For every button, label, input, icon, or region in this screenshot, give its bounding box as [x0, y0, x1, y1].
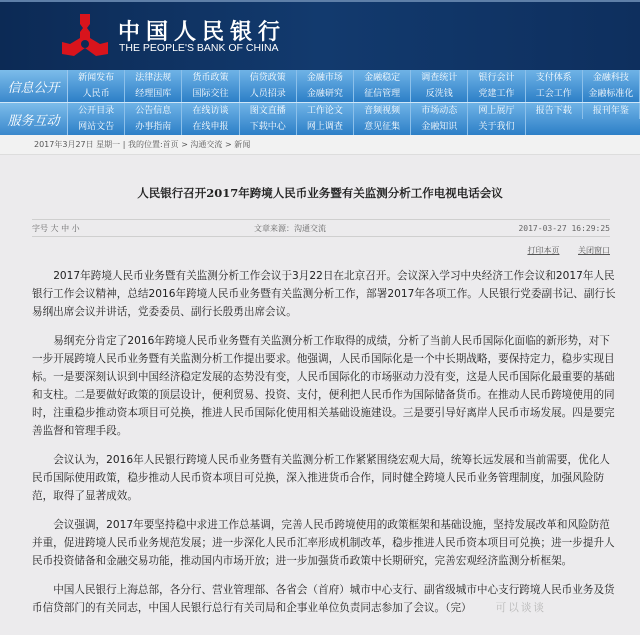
- article: [6, 156, 634, 635]
- nav-item[interactable]: 金融标准化: [583, 86, 640, 102]
- nav-item[interactable]: 人民币: [68, 86, 125, 102]
- nav-item[interactable]: 网上展厅: [468, 103, 525, 119]
- nav-group-label[interactable]: 信息公开: [0, 70, 68, 102]
- paragraph-text: 中国人民银行上海总部，各分行、营业管理部、各省会（首府）城市中心支行、副省级城市中心支行跨境人民币业务及货币信贷部门的有关同志，中国人民银行总行有关司局和企事业单位负责同志参加了会议。（完）: [32, 584, 615, 614]
- nav-item[interactable]: 党建工作: [468, 86, 525, 102]
- nav-item[interactable]: 网站文告: [68, 119, 125, 135]
- nav-group-label[interactable]: 服务互动: [0, 103, 68, 135]
- nav-item[interactable]: 报告下载: [526, 103, 583, 119]
- nav-item[interactable]: 新闻发布: [68, 70, 125, 86]
- nav-grid: [68, 70, 640, 102]
- nav-item[interactable]: 人员招录: [240, 86, 297, 102]
- nav-item[interactable]: 货币政策: [182, 70, 239, 86]
- article-source: 文章来源：沟通交流: [254, 224, 326, 233]
- nav-item[interactable]: 图文直播: [240, 103, 297, 119]
- brand-name-en: THE PEOPLE'S BANK OF CHINA: [119, 42, 279, 54]
- nav-item[interactable]: 反洗钱: [411, 86, 468, 102]
- paragraph: 会议强调，2017年要坚持稳中求进工作总基调，完善人民币跨境使用的政策框架和基础设施，坚持发展改革和风险防范并重，促进跨境人民币业务规范发展；进一步深化人民币汇率形成机制改革，稳步推进人民币资本项目可兑换；进一步提升人民币投资储备和金融交易功能，推动国内市场开放；进一步加强货币政策中长期研究，完善宏观经济监测分析框架。: [32, 519, 615, 567]
- watermark: 可以谈谈: [495, 602, 547, 614]
- nav-item[interactable]: 支付体系: [526, 70, 583, 86]
- nav-item[interactable]: 征信管理: [354, 86, 411, 102]
- nav-item[interactable]: 银行会计: [468, 70, 525, 86]
- article-meta: [32, 219, 610, 237]
- nav-item[interactable]: 意见征集: [354, 119, 411, 135]
- nav-item[interactable]: 下载中心: [240, 119, 297, 135]
- nav-item[interactable]: 金融研究: [297, 86, 354, 102]
- nav-item[interactable]: 金融科技: [583, 70, 640, 86]
- site-header: [0, 0, 640, 70]
- nav-item[interactable]: 信贷政策: [240, 70, 297, 86]
- nav-item[interactable]: 在线访谈: [182, 103, 239, 119]
- nav-item[interactable]: 金融市场: [297, 70, 354, 86]
- nav-item[interactable]: 办事指南: [125, 119, 182, 135]
- nav-item[interactable]: 在线申报: [182, 119, 239, 135]
- nav-item[interactable]: 关于我们: [468, 119, 525, 135]
- nav-item[interactable]: 市场动态: [411, 103, 468, 119]
- breadcrumb: 2017年3月27日 星期一 | 我的位置:首页 > 沟通交流 > 新闻: [0, 135, 640, 155]
- nav-item[interactable]: 法律法规: [125, 70, 182, 86]
- paragraph: 易纲充分肯定了2016年跨境人民币业务暨有关监测分析工作取得的成绩，分析了当前人民币国际化面临的新形势，对下一步开展跨境人民币业务暨有关监测分析工作提出要求。他强调，人民币国际化是一个中长期战略，要保持定力，稳步实现目标。一是要深刻认识到中国经济稳定发展的态势没有变，人民币国际化的市场驱动力没有变，这是人民币国际化最重要的基础和支柱。二是要做好政策的顶层设计，便利贸易、投资、支付，便利把人民币作为国际储备货币。在推动人民币跨境使用的同时，注重稳步推动资本项目可兑换，推进人民币国际化使用相关基础设施建设。三是要引导好离岸人民币市场发展。四是要完善监督和管理手段。: [32, 335, 615, 437]
- nav-item[interactable]: 金融知识: [411, 119, 468, 135]
- print-link[interactable]: 打印本页: [527, 246, 560, 255]
- nav-item[interactable]: 经理国库: [125, 86, 182, 102]
- article-body: [32, 267, 616, 628]
- nav-item[interactable]: 工会工作: [526, 86, 583, 102]
- brand-name-cn: 中国人民银行: [118, 19, 287, 45]
- font-size-selector[interactable]: 字号 大 中 小: [32, 224, 80, 233]
- nav-item[interactable]: 金融稳定: [354, 70, 411, 86]
- nav-group-service: [0, 103, 640, 135]
- nav-grid: [68, 103, 640, 135]
- nav-item[interactable]: 调查统计: [411, 70, 468, 86]
- close-window-link[interactable]: 关闭窗口: [578, 246, 610, 255]
- nav-item[interactable]: 工作论文: [297, 103, 354, 119]
- nav-item[interactable]: 国际交往: [182, 86, 239, 102]
- paragraph: 会议认为，2016年人民银行跨境人民币业务暨有关监测分析工作紧紧围绕宏观大局，统筹长远发展和当前需要，优化人民币国际使用政策，稳步推动人民币资本项目可兑换，深入推进货币合作，同时健全跨境人民币业务管理制度，加强风险防范，取得了显著成效。: [32, 454, 610, 502]
- nav-item[interactable]: 报刊年鉴: [583, 103, 640, 119]
- paragraph: [32, 581, 616, 617]
- nav-item[interactable]: 网上调查: [297, 119, 354, 135]
- nav-item[interactable]: 音频视频: [354, 103, 411, 119]
- pboc-logo-icon: [60, 12, 110, 58]
- main-nav: [0, 70, 640, 135]
- nav-item[interactable]: 公告信息: [125, 103, 182, 119]
- article-datetime: 2017-03-27 16:29:25: [518, 224, 610, 233]
- paragraph: 2017年跨境人民币业务暨有关监测分析工作会议于3月22日在北京召开。会议深入学习中央经济工作会议和2017年人民银行工作会议精神，总结2016年跨境人民币业务暨有关监测分析工作，部署2017年各项工作。人民银行党委副书记、副行长易纲出席会议并讲话，党委委员、副行长殷勇出席会议。: [32, 270, 616, 318]
- nav-item[interactable]: 公开目录: [68, 103, 125, 119]
- nav-group-info: [0, 70, 640, 102]
- page-title: 人民银行召开2017年跨境人民币业务暨有关监测分析工作电视电话会议: [137, 186, 503, 200]
- article-actions: [511, 245, 610, 256]
